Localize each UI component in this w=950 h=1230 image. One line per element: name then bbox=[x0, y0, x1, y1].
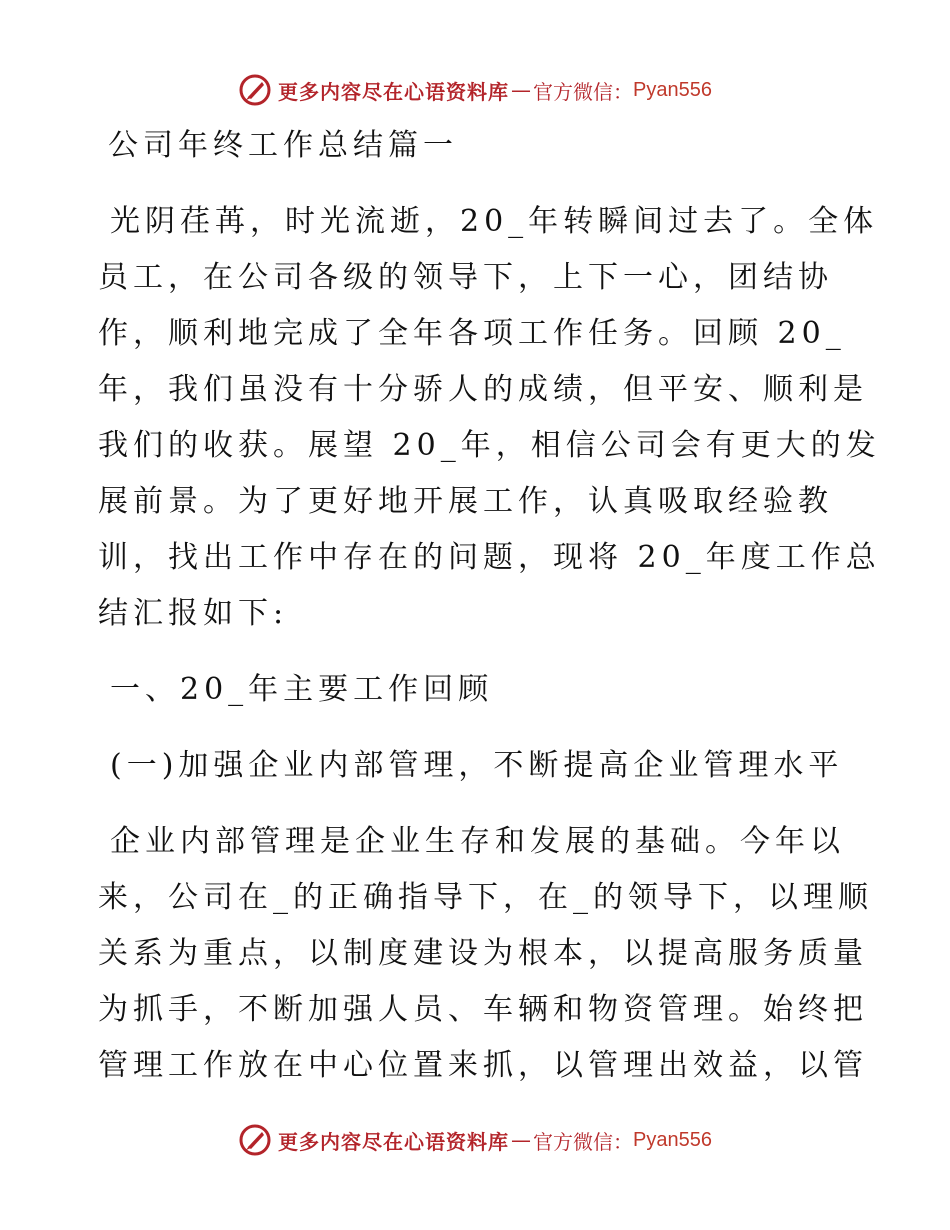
paragraph-intro bbox=[98, 194, 881, 642]
paragraph-line: 关系为重点，以制度建设为根本，以提高服务质量 bbox=[98, 936, 868, 971]
banner-site-text: 更多内容尽在心语资料库 bbox=[278, 79, 510, 104]
banner-wechat-id: Pyan556 bbox=[633, 1128, 712, 1151]
paragraph-line: 展前景。为了更好地开展工作，认真吸取经验教 bbox=[98, 484, 833, 519]
paragraph-line: 光阴荏苒，时光流逝，20_年转瞬间过去了。全体 bbox=[110, 204, 879, 239]
document-body bbox=[98, 118, 881, 1094]
paragraph-management bbox=[98, 814, 873, 1094]
quill-pen-logo-icon bbox=[238, 73, 272, 107]
header-watermark-banner bbox=[0, 70, 950, 110]
document-title: 公司年终工作总结篇一 bbox=[108, 128, 458, 163]
banner-wechat-label: 官方微信： bbox=[533, 1129, 634, 1154]
banner-wechat-id: Pyan556 bbox=[633, 78, 712, 101]
subsection-heading-management: (一)加强企业内部管理，不断提高企业管理水平 bbox=[110, 748, 844, 783]
quill-pen-logo-icon bbox=[238, 1123, 272, 1157]
section-heading-review: 一、20_年主要工作回顾 bbox=[110, 672, 494, 707]
banner-separator: — bbox=[511, 1128, 532, 1152]
paragraph-line: 为抓手，不断加强人员、车辆和物资管理。始终把 bbox=[98, 992, 868, 1027]
paragraph-line: 企业内部管理是企业生存和发展的基础。今年以 bbox=[110, 824, 845, 859]
banner-site-text: 更多内容尽在心语资料库 bbox=[278, 1129, 510, 1154]
paragraph-line: 作，顺利地完成了全年各项工作任务。回顾 20_ bbox=[98, 316, 846, 351]
banner-separator: — bbox=[511, 78, 532, 102]
paragraph-line: 我们的收获。展望 20_年，相信公司会有更大的发 bbox=[98, 428, 881, 463]
footer-watermark-banner bbox=[0, 1120, 950, 1160]
banner-wechat-label: 官方微信： bbox=[533, 79, 634, 104]
paragraph-line: 结汇报如下: bbox=[98, 596, 289, 631]
paragraph-line: 管理工作放在中心位置来抓，以管理出效益，以管 bbox=[98, 1048, 868, 1083]
paragraph-line: 训，找出工作中存在的问题，现将 20_年度工作总 bbox=[98, 540, 881, 575]
paragraph-line: 员工，在公司各级的领导下，上下一心，团结协 bbox=[98, 260, 833, 295]
paragraph-line: 年，我们虽没有十分骄人的成绩，但平安、顺利是 bbox=[98, 372, 868, 407]
paragraph-line: 来，公司在_的正确指导下，在_的领导下，以理顺 bbox=[98, 880, 873, 915]
